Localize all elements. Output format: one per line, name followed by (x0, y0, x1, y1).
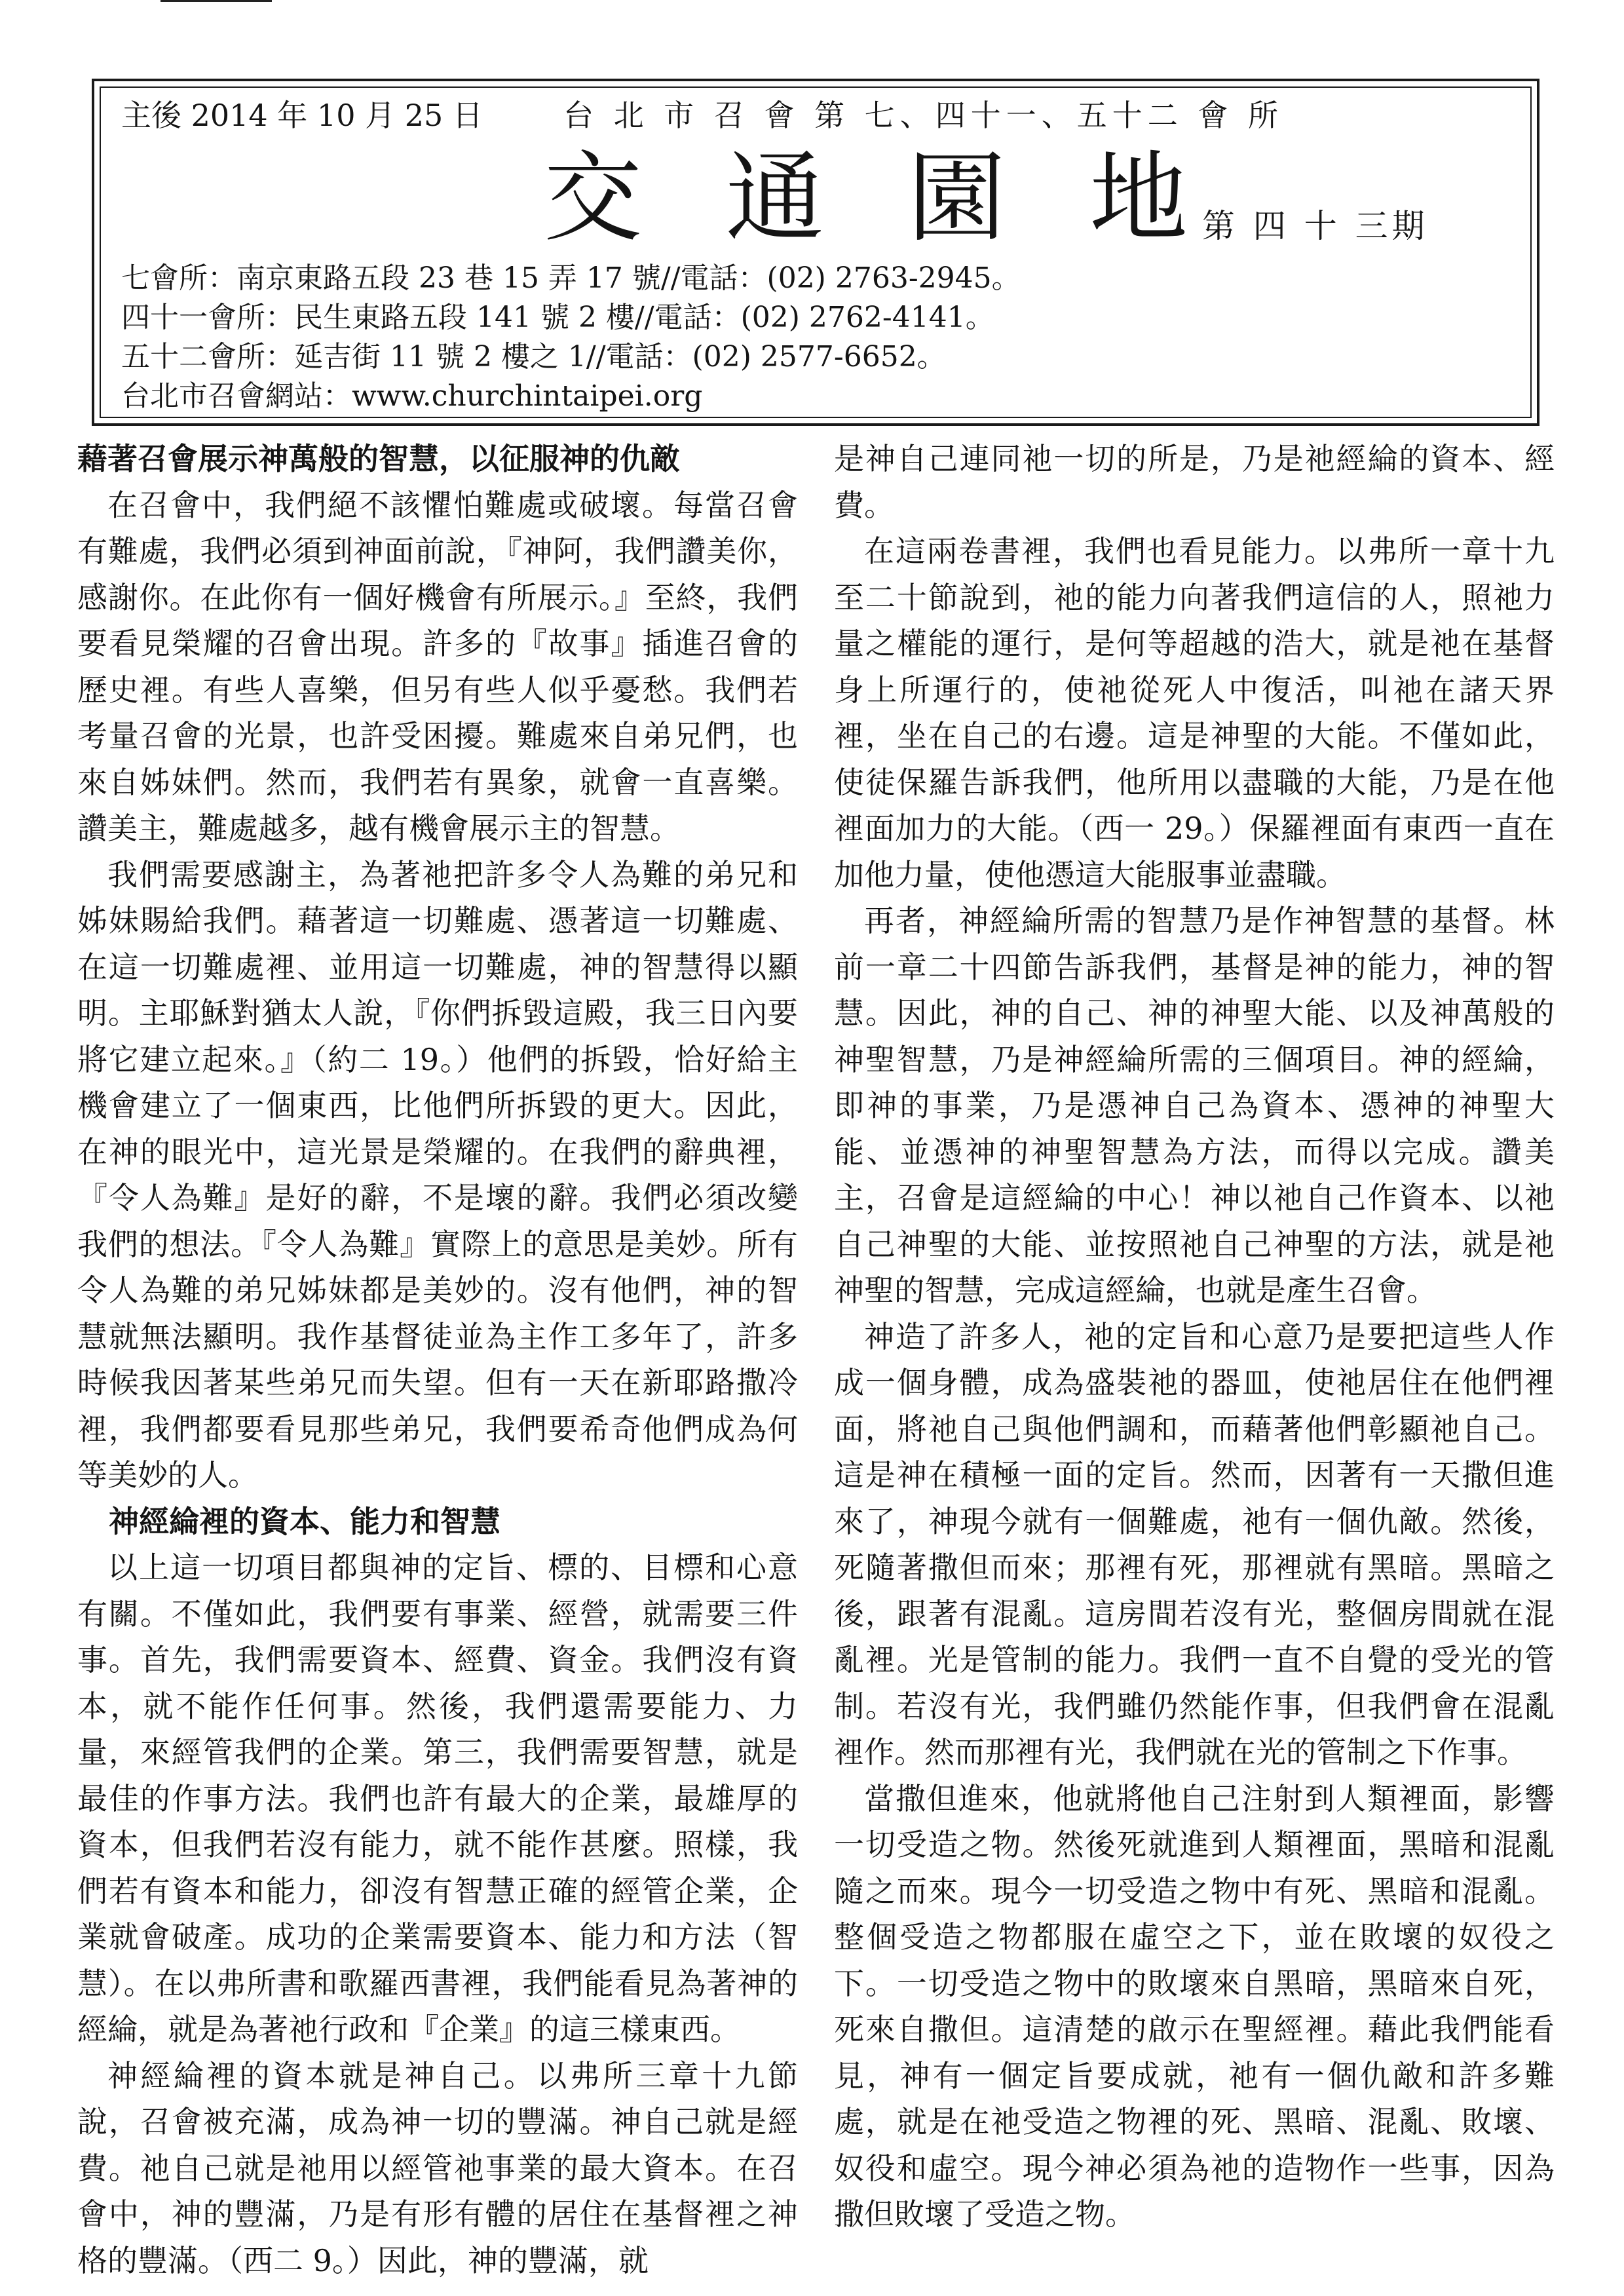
address-hall-7: 七會所：南京東路五段 23 巷 15 弄 17 號//電話：(02) 2763-2945。 (121, 261, 1021, 295)
paragraph: 以上這一切項目都與神的定旨、標的、目標和心意有關。不僅如此，我們要有事業、經營，就需要三件事。首先，我們需要資本、經費、資金。我們沒有資本，就不能作任何事。然後，我們還需要能力、力量，來經管我們的企業。第三，我們需要智慧，就是最佳的作事方法。我們也許有最大的企業，最雄厚的資本，但我們若沒有能力，就不能作甚麼。照樣，我們若有資本和能力，卻沒有智慧正確的經管企業，企業就會破產。成功的企業需要資本、能力和方法（智慧）。在以弗所書和歌羅西書裡，我們能看見為著神的經綸，就是為著祂行政和『企業』的這三樣東西。 (77, 1550, 798, 2047)
issue-number: 第 四 十 三期 (1202, 207, 1429, 245)
website-line: 台北市召會網站：www.churchintaipei.org (121, 379, 703, 413)
address-hall-41: 四十一會所：民生東路五段 141 號 2 樓//電話：(02) 2762-4141。 (121, 301, 994, 334)
article-heading: 藉著召會展示神萬般的智慧，以征服神的仇敵 (77, 441, 680, 476)
section-subheading: 神經綸裡的資本、能力和智慧 (109, 1503, 500, 1539)
top-rule (161, 0, 272, 2)
paragraph: 神經綸裡的資本就是神自己。以弗所三章十九節說，召會被充滿，成為神一切的豐滿。神自己就是經費。祂自己就是祂用以經管祂事業的最大資本。在召會中，神的豐滿，乃是有形有體的居住在基督裡之神格的豐滿。（西二 9。）因此，神的豐滿，就 (77, 2057, 798, 2278)
address-hall-52: 五十二會所：延吉街 11 號 2 樓之 1//電話：(02) 2577-6652。 (121, 340, 946, 373)
paragraph: 在召會中，我們絕不該懼怕難處或破壞。每當召會有難處，我們必須到神面前說，『神阿，我們讚美你，感謝你。在此你有一個好機會有所展示。』至終，我們要看見榮耀的召會出現。許多的『故事』插進召會的歷史裡。有些人喜樂，但另有些人似乎憂愁。我們若考量召會的光景，也許受困擾。難處來自弟兄們，也來自姊妹們。然而，我們若有異象，就會一直喜樂。讚美主，難處越多，越有機會展示主的智慧。 (77, 487, 798, 846)
church-name: 台 北 市 召 會 第 七、四十一、五十二 會 所 (563, 98, 1283, 133)
article-column-right (834, 436, 1555, 2238)
paragraph: 再者，神經綸所需的智慧乃是作神智慧的基督。林前一章二十四節告訴我們，基督是神的能力，神的智慧。因此，神的自己、神的神聖大能、以及神萬般的神聖智慧，乃是神經綸所需的三個項目。神的經綸，即神的事業，乃是憑神自己為資本、憑神的神聖大能、並憑神的神聖智慧為方法，而得以完成。讚美主，召會是這經綸的中心！神以祂自己作資本、以祂自己神聖的大能、並按照祂自己神聖的方法，就是祂神聖的智慧，完成這經綸，也就是產生召會。 (834, 903, 1555, 1308)
paragraph-continuation: 是神自己連同祂一切的所是，乃是祂經綸的資本、經費。 (834, 441, 1555, 523)
issue-date: 主後 2014 年 10 月 25 日 (121, 98, 483, 133)
paragraph: 我們需要感謝主，為著祂把許多令人為難的弟兄和姊妹賜給我們。藉著這一切難處、憑著這一切難處、在這一切難處裡、並用這一切難處，神的智慧得以顯明。主耶穌對猶太人說，『你們拆毀這殿，我三日內要將它建立起來。』（約二 19。）他們的拆毀，恰好給主機會建立了一個東西，比他們所拆毀的更大。因此，在神的眼光中，這光景是榮耀的。在我們的辭典裡，『令人為難』是好的辭，不是壞的辭。我們必須改變我們的想法。『令人為難』實際上的意思是美妙。所有令人為難的弟兄姊妹都是美妙的。沒有他們，神的智慧就無法顯明。我作基督徒並為主作工多年了，許多時候我因著某些弟兄而失望。但有一天在新耶路撒冷裡，我們都要看見那些弟兄，我們要希奇他們成為何等美妙的人。 (77, 856, 798, 1493)
paragraph: 在這兩卷書裡，我們也看見能力。以弗所一章十九至二十節說到，祂的能力向著我們這信的人，照祂力量之權能的運行，是何等超越的浩大，就是祂在基督身上所運行的，使祂從死人中復活，叫祂在諸天界裡，坐在自己的右邊。這是神聖的大能。不僅如此，使徒保羅告訴我們，他所用以盡職的大能，乃是在他裡面加力的大能。（西一 29。）保羅裡面有東西一直在加他力量，使他憑這大能服事並盡職。 (834, 533, 1555, 892)
address-block (121, 259, 1021, 416)
newsletter-title: 交 通 園 地 (544, 142, 1215, 256)
paragraph: 神造了許多人，祂的定旨和心意乃是要把這些人作成一個身體，成為盛裝祂的器皿，使祂居住在他們裡面，將祂自己與他們調和，而藉著他們彰顯祂自己。這是神在積極一面的定旨。然而，因著有一天撒但進來了，神現今就有一個難處，祂有一個仇敵。然後，死隨著撒但而來；那裡有死，那裡就有黑暗。黑暗之後，跟著有混亂。這房間若沒有光，整個房間就在混亂裡。光是管制的能力。我們一直不自覺的受光的管制。若沒有光，我們雖仍然能作事，但我們會在混亂裡作。然而那裡有光，我們就在光的管制之下作事。 (834, 1318, 1555, 1770)
article-column-left (77, 436, 798, 2284)
paragraph: 當撒但進來，他就將他自己注射到人類裡面，影響一切受造之物。然後死就進到人類裡面，黑暗和混亂隨之而來。現今一切受造之物中有死、黑暗和混亂。整個受造之物都服在虛空之下，並在敗壞的奴役之下。一切受造之物中的敗壞來自黑暗，黑暗來自死，死來自撒但。這清楚的啟示在聖經裡。藉此我們能看見，神有一個定旨要成就，祂有一個仇敵和許多難處，就是在祂受造之物裡的死、黑暗、混亂、敗壞、奴役和虛空。現今神必須為祂的造物作一些事，因為撒但敗壞了受造之物。 (834, 1780, 1555, 2232)
